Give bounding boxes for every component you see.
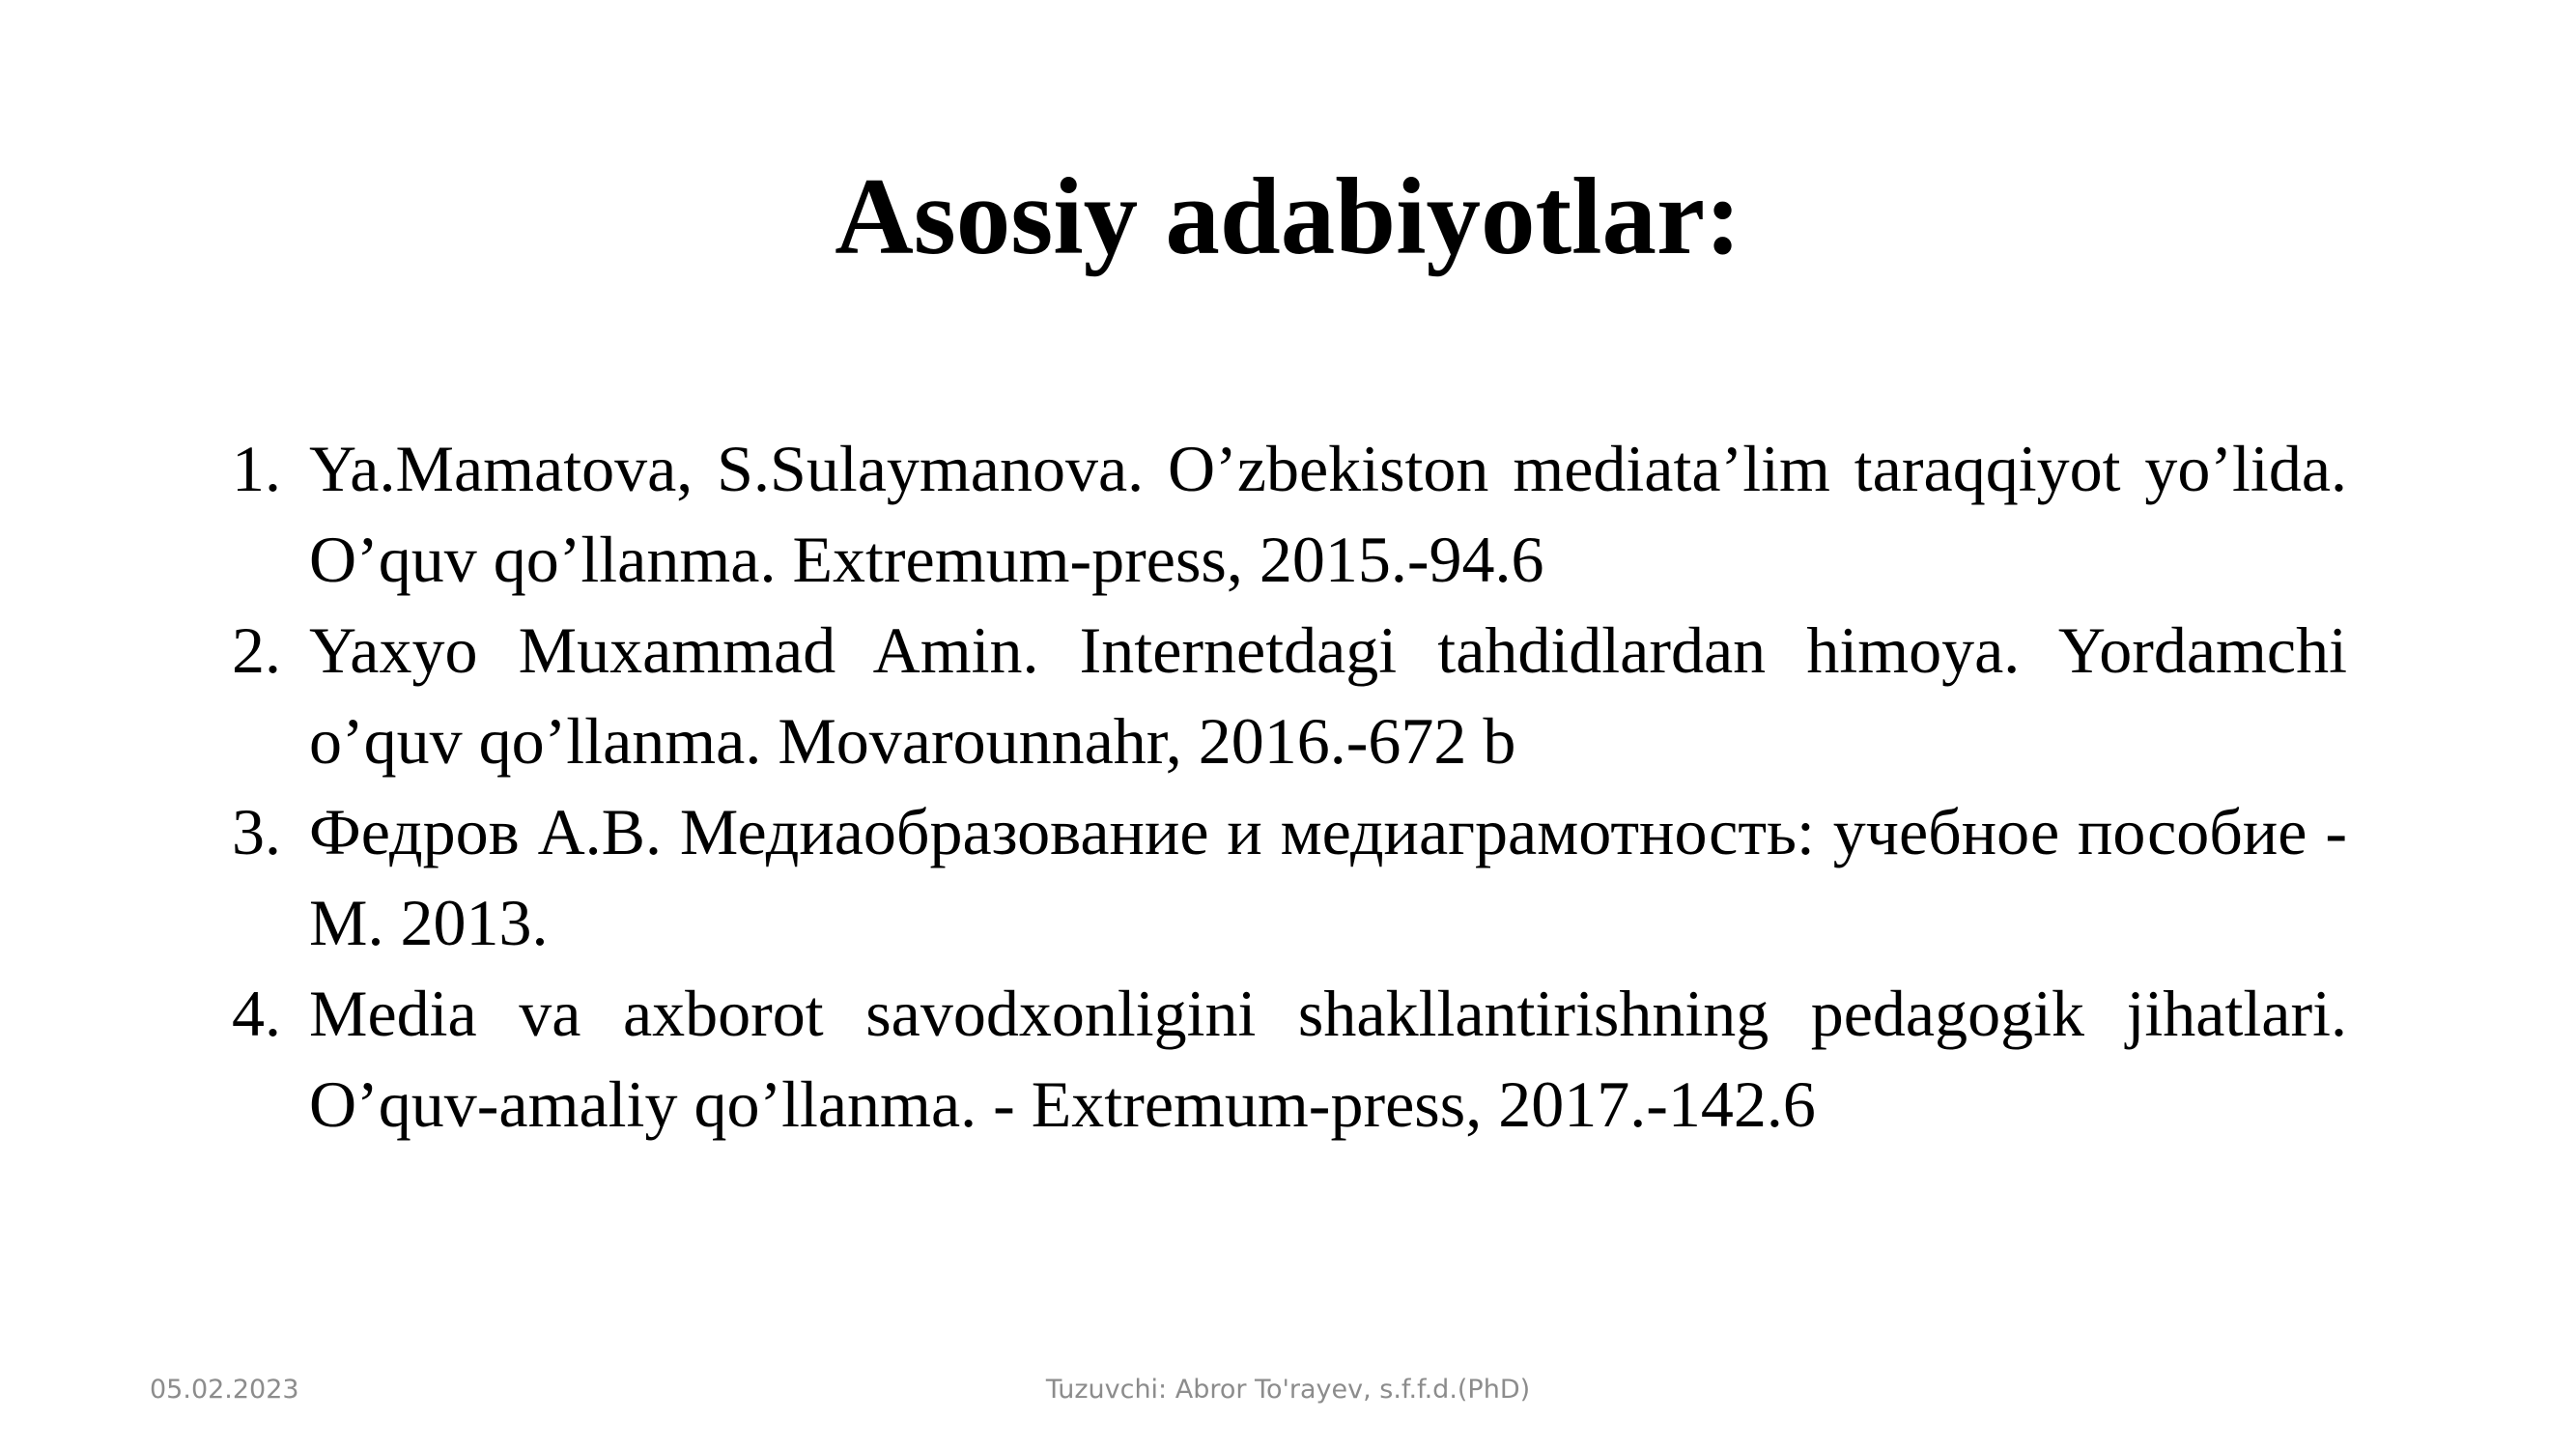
reference-item-3 [232, 786, 2347, 968]
reference-item-2 [232, 605, 2347, 786]
reference-item-4 [232, 968, 2347, 1150]
footer-date: 05.02.2023 [150, 1375, 299, 1405]
slide-title: Asosiy adabiyotlar: [835, 156, 1741, 277]
reference-item-1 [232, 423, 2347, 605]
reference-text: Yaxyo Muxammad Amin. Internetdagi tahdidlardan himoya. Yordamchi o’quv qo’llanma. Movarounnahr, 2016.-672 b [309, 613, 2347, 778]
reference-text: Ya.Mamatova, S.Sulaymanova. O’zbekiston mediata’lim taraqqiyot yo’lida. O’quv qo’llanma. Extremum-press, 2015.-94.6 [309, 432, 2347, 596]
reference-text: Федров А.В. Медиаобразование и медиаграмотность: учебное пособие - М. 2013. [309, 795, 2347, 959]
reference-list [232, 423, 2347, 1150]
footer-author: Tuzuvchi: Abror To'rayev, s.f.f.d.(PhD) [1045, 1375, 1531, 1405]
reference-number: 4. [232, 977, 281, 1050]
reference-text: Media va axborot savodxonligini shakllantirishning pedagogik jihatlari. O’quv-amaliy qo’llanma. - Extremum-press, 2017.-142.6 [309, 977, 2347, 1141]
reference-number: 1. [232, 432, 281, 505]
reference-number: 3. [232, 795, 281, 868]
reference-number: 2. [232, 613, 281, 687]
